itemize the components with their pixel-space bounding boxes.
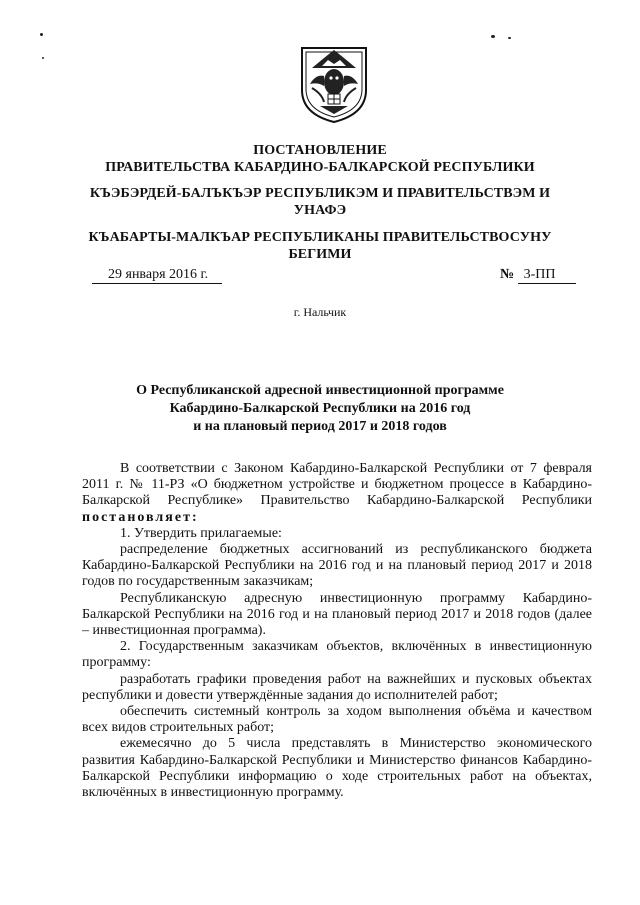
- number-label: №: [500, 267, 515, 282]
- document-title: [60, 382, 580, 436]
- document-header-ru: [60, 142, 580, 176]
- scan-speck: [508, 37, 511, 39]
- header-line: КЪАБАРТЫ-МАЛКЪАР РЕСПУБЛИКАНЫ ПРАВИТЕЛЬСТВОСУНУ: [88, 230, 552, 245]
- paragraph-subitem: обеспечить системный контроль за ходом выполнения объёма и качеством всех видов строительных работ;: [82, 704, 592, 736]
- number-value: 3-ПП: [518, 266, 576, 284]
- paragraph-subitem: Республиканскую адресную инвестиционную программу Кабардино-Балкарской Республики на 2016 год и на плановый период 2017 и 2018 годов (далее – инвестиционная программа).: [82, 590, 592, 639]
- decree-word: постановляет:: [82, 509, 199, 525]
- header-line: ПРАВИТЕЛЬСТВА КАБАРДИНО-БАЛКАРСКОЙ РЕСПУБЛИКИ: [105, 160, 535, 175]
- paragraph-item-1: 1. Утвердить прилагаемые:: [120, 525, 282, 541]
- scan-speck: [42, 57, 44, 59]
- scan-speck: [40, 33, 43, 36]
- paragraph-subitem: ежемесячно до 5 числа представлять в Министерство экономического развития Кабардино-Балкарской Республики и Министерство финансов Кабардино-Балкарской Республики информацию о ходе строительных работ на объектах, включённых в инвестиционную программу.: [82, 736, 592, 801]
- paragraph-subitem: разработать графики проведения работ на важнейших и пусковых объектах республики и довести утверждённые задания до исполнителей работ;: [82, 671, 592, 703]
- header-line: УНАФЭ: [293, 203, 347, 218]
- document-header-kabardian: [60, 185, 580, 219]
- paragraph-preamble: [82, 461, 592, 526]
- document-number: [500, 266, 590, 284]
- header-line: КЪЭБЭРДЕЙ-БАЛЪКЪЭР РЕСПУБЛИКЭМ И ПРАВИТЕЛЬСТВЭМ И: [89, 186, 551, 201]
- preamble-text: В соответствии с Законом Кабардино-Балкарской Республики от 7 февраля 2011 г. № 11-РЗ «О бюджетном устройстве и бюджетном процессе в Кабардино-Балкарской Республике» Правительство Кабардино-Балкарской Республики: [82, 461, 592, 509]
- document-city: г. Нальчик: [293, 305, 347, 319]
- header-line: ПОСТАНОВЛЕНИЕ: [253, 143, 387, 158]
- paragraph-item-2: 2. Государственным заказчикам объектов, включённых в инвестиционную программу:: [82, 639, 592, 671]
- coat-of-arms-emblem: [298, 44, 370, 124]
- document-header-balkar: [60, 229, 580, 263]
- title-line: Кабардино-Балкарской Республики на 2016 год: [169, 401, 471, 416]
- paragraph-subitem: распределение бюджетных ассигнований из республиканского бюджета Кабардино-Балкарской Республики на 2016 год и на плановый период 2017 и 2018 годов по государственным заказчикам;: [82, 542, 592, 590]
- document-body: [82, 461, 592, 801]
- document-date: 29 января 2016 г.: [92, 266, 222, 284]
- title-line: О Республиканской адресной инвестиционной программе: [136, 383, 504, 398]
- header-line: БЕГИМИ: [288, 247, 352, 262]
- scan-speck: [491, 35, 495, 38]
- title-line: и на плановый период 2017 и 2018 годов: [193, 419, 447, 434]
